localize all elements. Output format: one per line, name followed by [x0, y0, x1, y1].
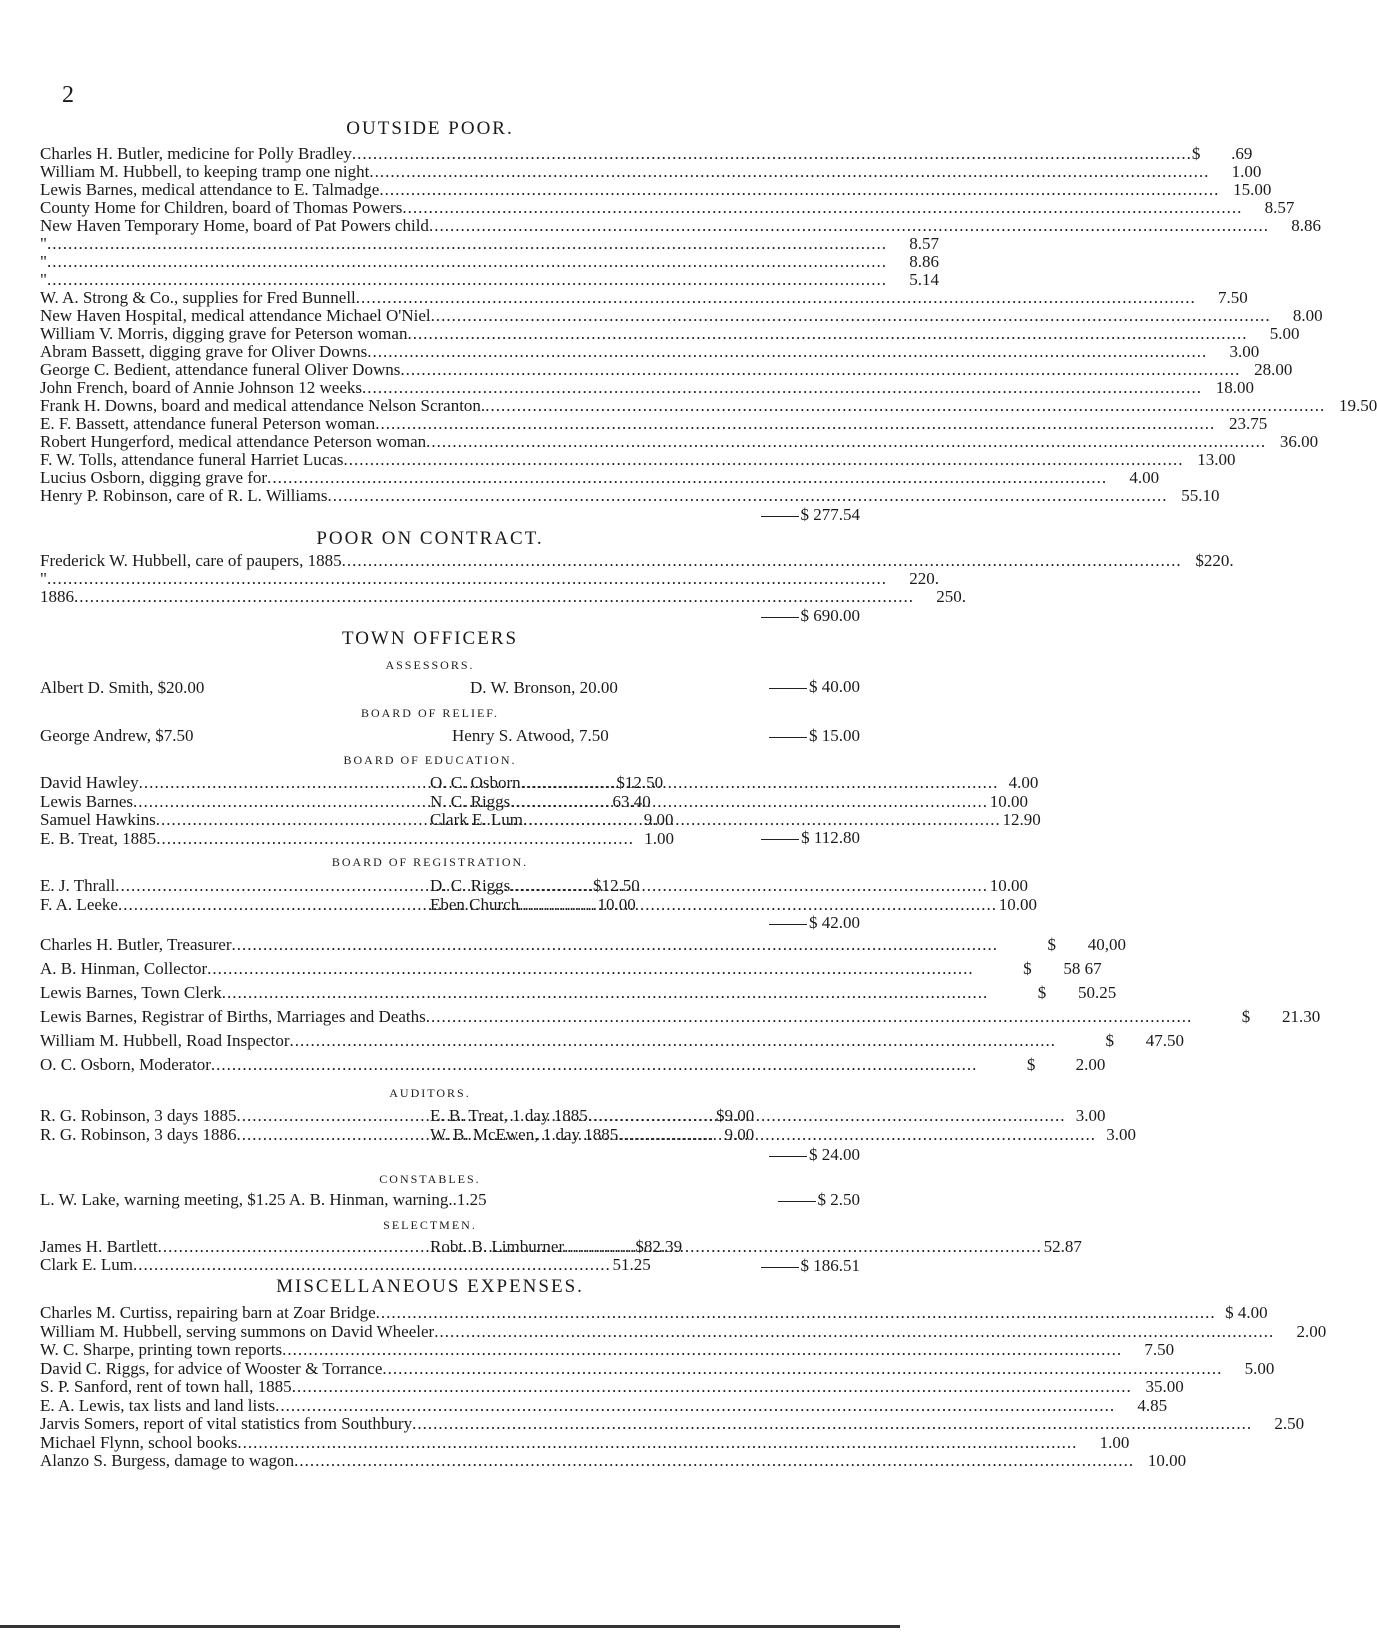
currency-sign: $ — [1047, 935, 1056, 954]
row-amount: 4.00 — [1129, 468, 1160, 487]
currency-sign: $ — [1241, 1007, 1251, 1026]
entry-value: $12.50 — [592, 876, 640, 895]
pair-entry — [430, 810, 1041, 829]
ledger-row — [40, 1432, 1130, 1452]
subsection-auditors: AUDITORS. — [389, 1086, 471, 1100]
row-amount: 4.85 — [1137, 1395, 1168, 1415]
relief-total: $ 15.00 — [769, 726, 860, 746]
entry-value: $12.50 — [616, 773, 664, 792]
row-description: " — [40, 270, 47, 289]
officer-description: A. B. Hinman, Collector — [40, 959, 208, 978]
entry-value: 3.00 — [1075, 1106, 1106, 1125]
entry-name: James H. Bartlett — [40, 1237, 158, 1256]
ledger-row — [40, 378, 1255, 397]
entry-value: $9.00 — [715, 1106, 755, 1125]
subsection-board-of-relief: BOARD OF RELIEF. — [360, 706, 500, 720]
leader-dots — [156, 829, 634, 848]
officer-amount: 2.00 — [1075, 1055, 1106, 1074]
leader-dots — [328, 486, 1168, 505]
row-amount: 5.14 — [909, 270, 939, 289]
entry-name: Clark E. Lum — [430, 810, 524, 829]
outside-poor-total: $ 277.54 — [761, 505, 861, 525]
subsection-board-of-registration: BOARD OF REGISTRATION. — [331, 855, 529, 869]
leader-dots — [618, 1125, 1096, 1144]
ledger-row — [40, 432, 1319, 451]
row-description: William M. Hubbell, serving summons on David Wheeler — [40, 1321, 435, 1341]
entry-value: 10.00 — [597, 894, 636, 914]
officer-amount: 47.50 — [1145, 1031, 1185, 1050]
leader-dots — [519, 895, 997, 914]
assessor-right: D. W. Bronson, 20.00 — [470, 678, 618, 697]
entry-value: 12.90 — [1002, 810, 1041, 829]
leader-dots — [275, 1396, 1115, 1415]
officer-description: William M. Hubbell, Road Inspector — [40, 1031, 290, 1050]
entry-name: R. G. Robinson, 3 days 1886 — [40, 1125, 237, 1144]
leader-dots — [133, 1255, 611, 1274]
officer-row — [40, 1055, 1106, 1077]
row-amount: 8.00 — [1292, 306, 1323, 325]
row-description: " — [40, 569, 47, 588]
leader-dots — [588, 1106, 1066, 1125]
leader-dots — [294, 1451, 1134, 1470]
row-amount: 55.10 — [1181, 486, 1220, 505]
currency-sign: $ — [1023, 959, 1032, 978]
row-description: W. C. Sharpe, printing town reports — [40, 1340, 283, 1359]
leader-dots — [290, 1031, 1057, 1051]
row-amount: 35.00 — [1145, 1377, 1184, 1396]
ledger-row — [40, 198, 1295, 217]
officer-amount: 58 67 — [1063, 959, 1102, 978]
row-description: Robert Hungerford, medical attendance Peterson woman — [40, 432, 427, 451]
leader-dots — [402, 198, 1242, 217]
ledger-row — [40, 288, 1248, 307]
registration-total: $ 42.00 — [769, 913, 860, 933]
leader-dots — [362, 378, 1202, 397]
row-amount: 28.00 — [1254, 360, 1293, 379]
row-description: New Haven Hospital, medical attendance Michael O'Niel — [40, 306, 431, 325]
ledger-row — [40, 396, 1377, 415]
row-description: Charles H. Butler, medicine for Polly Bradley — [40, 144, 352, 163]
leader-dots — [564, 1237, 1042, 1256]
section-title-misc-expenses: MISCELLANEOUS EXPENSES. — [276, 1276, 584, 1297]
leader-dots — [207, 959, 974, 979]
row-description: Alanzo S. Burgess, damage to wagon — [40, 1451, 295, 1470]
leader-dots — [47, 252, 887, 271]
entry-value: 9.00 — [724, 1125, 755, 1144]
row-description: Charles M. Curtiss, repairing barn at Zoar Bridge — [40, 1303, 376, 1322]
officer-row — [40, 1031, 1185, 1053]
auditor-right — [430, 1125, 1136, 1144]
leader-dots — [510, 876, 988, 895]
entry-value: 10.00 — [989, 876, 1029, 895]
entry-name: F. A. Leeke — [40, 894, 118, 914]
leader-dots — [400, 360, 1240, 379]
entry-value: $82.39 — [635, 1237, 683, 1256]
section-title-poor-on-contract: POOR ON CONTRACT. — [316, 528, 544, 549]
ledger-row — [40, 180, 1272, 199]
ledger-row — [40, 252, 939, 271]
entry-value: 9.00 — [643, 810, 674, 829]
ledger-row — [40, 324, 1300, 343]
currency-sign: $ — [1105, 1031, 1115, 1050]
entry-name: Robt. B. Limburner — [430, 1237, 565, 1256]
row-amount: 10.00 — [1147, 1451, 1187, 1470]
row-amount: 1.00 — [1231, 162, 1262, 181]
row-amount: 250. — [936, 587, 966, 606]
leader-dots — [231, 935, 998, 955]
row-description: Frank H. Downs, board and medical attendance Nelson Scranton. — [40, 396, 486, 415]
row-description: Lewis Barnes, medical attendance to E. Talmadge — [40, 180, 380, 199]
subsection-assessors: ASSESSORS. — [385, 658, 475, 672]
selectmen-total: $ 186.51 — [761, 1256, 861, 1276]
officer-description: Charles H. Butler, Treasurer — [40, 935, 232, 954]
row-description: William V. Morris, digging grave for Peterson woman — [40, 324, 408, 343]
row-amount: $220. — [1195, 551, 1234, 570]
leader-dots — [367, 342, 1207, 361]
pair-entry — [40, 828, 674, 848]
officer-row — [40, 983, 1117, 1005]
leader-dots — [356, 288, 1196, 307]
entry-name: E. B. Treat, 1885 — [40, 828, 157, 848]
row-description: " — [40, 234, 47, 253]
row-description: County Home for Children, board of Thomas Powers — [40, 198, 403, 217]
pair-entry — [430, 876, 1029, 895]
pair-entry — [430, 894, 1037, 914]
row-amount: 2.50 — [1274, 1414, 1305, 1433]
ledger-row — [40, 1321, 1327, 1341]
row-description: David C. Riggs, for advice of Wooster & Torrance — [40, 1358, 383, 1378]
row-description: William M. Hubbell, to keeping tramp one night — [40, 162, 370, 181]
leader-dots — [412, 1414, 1252, 1433]
entry-name: Lewis Barnes — [40, 791, 134, 811]
officer-row — [40, 959, 1102, 981]
entry-value: 3.00 — [1106, 1125, 1136, 1144]
leader-dots — [426, 1007, 1193, 1027]
section-title-outside-poor: OUTSIDE POOR. — [346, 118, 514, 139]
leader-dots — [379, 180, 1219, 199]
leader-dots — [292, 1377, 1132, 1396]
pair-entry — [430, 773, 1039, 792]
ledger-row — [40, 1451, 1187, 1470]
ledger-row — [40, 587, 966, 606]
ledger-row — [40, 1377, 1184, 1396]
row-amount: 8.57 — [1264, 198, 1295, 217]
leader-dots — [74, 587, 914, 606]
row-amount: 3.00 — [1229, 342, 1260, 361]
ledger-row — [40, 551, 1234, 570]
row-amount: 2.00 — [1296, 1321, 1327, 1341]
ledger-row — [40, 1395, 1168, 1415]
ledger-row — [40, 342, 1260, 361]
entry-name: E. B. Treat, 1 day 1885 — [430, 1106, 588, 1125]
entry-value: 4.00 — [1008, 773, 1039, 792]
constables-line: L. W. Lake, warning meeting, $1.25 A. B. Hinman, warning..1.25 — [40, 1190, 487, 1209]
leader-dots — [352, 144, 1192, 163]
entry-name: Eben Church — [430, 894, 520, 914]
ledger-row — [40, 450, 1236, 469]
entry-name: D. C. Riggs — [430, 876, 511, 895]
ledger-row — [40, 1414, 1305, 1433]
leader-dots — [485, 396, 1325, 415]
row-description: " — [40, 252, 47, 271]
entry-value: 52.87 — [1043, 1237, 1082, 1256]
row-amount: 8.86 — [909, 252, 939, 271]
leader-dots — [426, 432, 1266, 451]
leader-dots — [344, 450, 1184, 469]
ledger-row — [40, 306, 1323, 325]
leader-dots — [407, 324, 1247, 343]
auditors-total: $ 24.00 — [769, 1145, 860, 1165]
row-amount: 15.00 — [1233, 180, 1272, 199]
row-description: Jarvis Somers, report of vital statistics from Southbury — [40, 1414, 413, 1433]
ledger-row — [40, 234, 939, 253]
ledger-row — [40, 414, 1268, 433]
pair-entry — [430, 1237, 1082, 1256]
row-amount: 13.00 — [1197, 450, 1236, 469]
ledger-row — [40, 569, 939, 588]
officer-description: Lewis Barnes, Registrar of Births, Marriages and Deaths — [40, 1007, 426, 1026]
row-amount: 23.75 — [1229, 414, 1268, 433]
entry-value: 10.00 — [998, 894, 1037, 914]
row-description: E. F. Bassett, attendance funeral Peterson woman — [40, 414, 376, 433]
ledger-row — [40, 1358, 1275, 1378]
ledger-row — [40, 162, 1262, 181]
entry-name: R. G. Robinson, 3 days 1885 — [40, 1106, 237, 1125]
leader-dots — [47, 569, 887, 588]
leader-dots — [47, 234, 887, 253]
row-description: Lucius Osborn, digging grave for — [40, 468, 268, 487]
row-amount: $ 4.00 — [1225, 1303, 1268, 1322]
leader-dots — [429, 216, 1269, 235]
row-amount: 220. — [909, 569, 939, 588]
page-number: 2 — [62, 82, 74, 108]
leader-dots — [222, 983, 989, 1003]
entry-name: Clark E. Lum — [40, 1255, 134, 1274]
entry-name: W. B. McEwen, 1 day 1885 — [430, 1125, 619, 1144]
ledger-row — [40, 468, 1160, 487]
leader-dots — [375, 414, 1215, 433]
section-title-town-officers: TOWN OFFICERS — [341, 628, 519, 649]
leader-dots — [523, 810, 1001, 829]
row-amount: 36.00 — [1279, 432, 1319, 451]
row-description: F. W. Tolls, attendance funeral Harriet Lucas — [40, 450, 344, 469]
row-amount: 18.00 — [1215, 378, 1255, 397]
relief-left: George Andrew, $7.50 — [40, 726, 194, 745]
education-total: $ 112.80 — [761, 828, 860, 848]
leader-dots — [267, 468, 1107, 487]
leader-dots — [510, 792, 988, 811]
officer-amount: 40,00 — [1087, 935, 1126, 954]
officer-description: O. C. Osborn, Moderator — [40, 1055, 211, 1074]
assessors-total: $ 40.00 — [769, 677, 860, 697]
entry-value: 51.25 — [612, 1255, 651, 1274]
leader-dots — [376, 1303, 1216, 1322]
leader-dots — [382, 1359, 1222, 1378]
constables-total: $ 2.50 — [778, 1190, 861, 1210]
row-amount: 8.86 — [1291, 216, 1321, 235]
row-description: E. A. Lewis, tax lists and land lists — [40, 1395, 276, 1415]
officer-description: Lewis Barnes, Town Clerk — [40, 983, 222, 1002]
row-description: Henry P. Robinson, care of R. L. Williams — [40, 486, 328, 505]
subsection-board-of-education: BOARD OF EDUCATION. — [343, 753, 517, 767]
row-amount: 8.57 — [909, 234, 939, 253]
leader-dots — [434, 1322, 1274, 1341]
ledger-row — [40, 270, 939, 289]
pair-entry — [430, 791, 1029, 811]
leader-dots — [342, 551, 1182, 570]
currency-sign: $ — [1191, 144, 1201, 163]
row-description: George C. Bedient, attendance funeral Oliver Downs — [40, 360, 401, 379]
row-amount: 7.50 — [1144, 1340, 1175, 1359]
currency-sign: $ — [1037, 983, 1047, 1002]
entry-name: Samuel Hawkins — [40, 810, 156, 829]
row-description: 1886 — [40, 587, 74, 606]
relief-right: Henry S. Atwood, 7.50 — [452, 726, 609, 745]
entry-value: 1.00 — [644, 828, 674, 848]
row-amount: 7.50 — [1218, 288, 1248, 307]
ledger-row — [40, 216, 1321, 235]
row-amount: 19.50 — [1338, 396, 1377, 415]
row-description: Abram Bassett, digging grave for Oliver Downs — [40, 342, 368, 361]
officer-amount: 50.25 — [1077, 983, 1117, 1002]
leader-dots — [431, 306, 1271, 325]
ledger-row — [40, 1340, 1175, 1359]
row-description: New Haven Temporary Home, board of Pat Powers child — [40, 216, 429, 235]
officer-amount: 21.30 — [1281, 1007, 1321, 1026]
assessor-left: Albert D. Smith, $20.00 — [40, 678, 205, 697]
officer-row — [40, 935, 1126, 957]
contract-total: $ 690.00 — [761, 606, 861, 626]
leader-dots — [211, 1055, 978, 1075]
row-description: W. A. Strong & Co., supplies for Fred Bunnell — [40, 288, 356, 307]
row-description: S. P. Sanford, rent of town hall, 1885 — [40, 1377, 292, 1396]
row-description: Frederick W. Hubbell, care of paupers, 1885 — [40, 551, 342, 570]
ledger-row — [40, 360, 1293, 379]
row-amount: 5.00 — [1244, 1358, 1275, 1378]
leader-dots — [369, 162, 1209, 181]
leader-dots — [237, 1433, 1077, 1452]
officer-row — [40, 1007, 1321, 1029]
row-amount: .69 — [1231, 144, 1253, 163]
entry-value: 10.00 — [989, 791, 1029, 811]
row-amount: 1.00 — [1099, 1432, 1130, 1452]
entry-value: 63.40 — [612, 791, 651, 811]
currency-sign: $ — [1026, 1055, 1036, 1074]
entry-name: David Hawley — [40, 773, 139, 792]
bottom-rule — [0, 1625, 900, 1628]
leader-dots — [282, 1340, 1122, 1359]
leader-dots — [47, 270, 887, 289]
pair-entry — [40, 1255, 651, 1274]
ledger-row — [40, 486, 1220, 505]
subsection-constables: CONSTABLES. — [379, 1172, 481, 1186]
subsection-selectmen: SELECTMEN. — [383, 1218, 477, 1232]
entry-name: E. J. Thrall — [40, 876, 116, 895]
auditor-right — [430, 1106, 1106, 1125]
entry-name: N. C. Riggs — [430, 791, 511, 811]
entry-name: O. C. Osborn — [430, 773, 521, 792]
row-amount: 5.00 — [1269, 324, 1300, 343]
ledger-row — [40, 1303, 1268, 1322]
leader-dots — [521, 773, 999, 792]
row-description: Michael Flynn, school books — [40, 1432, 238, 1452]
row-description: John French, board of Annie Johnson 12 weeks — [40, 378, 363, 397]
ledger-row — [40, 144, 1253, 163]
